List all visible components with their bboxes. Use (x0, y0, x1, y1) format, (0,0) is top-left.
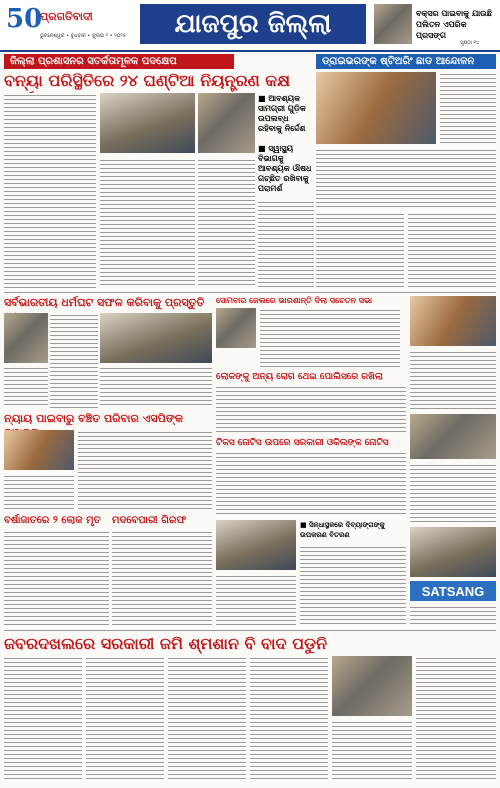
center-band: ସୋମବାର ଜେଲରେ ଭାରଶାନ୍ତି ଦିଲା ସଚେତନ ସଭା (216, 296, 373, 305)
center-text-3 (216, 451, 406, 516)
right-story-photo-protest (316, 72, 436, 144)
masthead (0, 0, 500, 52)
dateline: ଭୁବନେଶ୍ୱର • ବୁଧବାର • ଜୁଲାଇ ୨ • ୨୦୨୫ (40, 33, 126, 39)
section-title: ଯାଜପୁର ଜିଲ୍ଲା (140, 4, 366, 44)
right-mid-text-1 (410, 350, 496, 410)
top-story-text-col-1 (4, 93, 96, 288)
top-story-band: ଜିଲ୍ଲା ପ୍ରଶାସନର ସତର୍କତାମୂଳକ ପଦକ୍ଷେପ (4, 54, 234, 69)
right-story-text-col-2 (316, 148, 496, 208)
center-portrait (216, 308, 256, 348)
mid-left-text-col-0 (4, 366, 48, 408)
mid-left-photo-portrait (4, 313, 48, 363)
center-headline-1: ଲୋକଙ୍କୁ ଅନ୍ୟ ରୋଗ ଥେଇ ପୋଲିସରେ ରଖିଲା (216, 372, 383, 382)
mid-left-text-col-1 (50, 313, 98, 408)
newspaper-name: ପ୍ରଗତିବାଦୀ (40, 10, 93, 23)
center-bullet: ■ ସିନ୍ଧାସ୍ଥଳରେ ଦିବ୍ୟାଙ୍ଗଙ୍କୁ ଉପକରଣ ବିତରଣ (300, 521, 385, 539)
mid-left-headline: ସର୍ବଭାରତୀୟ ଧର୍ମଘଟ ସଫଳ କରିବାକୁ ପ୍ରସ୍ତୁତି (4, 296, 205, 309)
bottom-left-text-2 (112, 530, 212, 625)
satsang-banner: SATSANG (410, 581, 496, 601)
bottom-headline: ଜବରଦଖଲରେ ସରକାରୀ ଜମି ଶ୍ମଶାନ ବି ବାଦ ପଡୁନି (4, 634, 328, 653)
top-story-text-col-2 (100, 158, 195, 288)
mid-left-story-2-text (78, 430, 212, 510)
top-story-photo-meeting (100, 93, 195, 153)
teaser-text: ବକ୍ସର ପାଇବାକୁ ଯାଉଛି ପଲିତନ ଏପରିକ ପ୍ରସଙ୍ଗ (416, 9, 492, 40)
bottom-left-headline-2: ମଦବେପାରୀ ଗିରଫ (112, 515, 187, 526)
bottom-text-col-3 (168, 656, 246, 782)
right-story-text-col-1 (440, 72, 496, 144)
right-mid-photo-1 (410, 296, 496, 346)
center-photo (216, 520, 296, 570)
center-text-2 (216, 385, 406, 435)
bottom-left-text-1 (4, 530, 109, 625)
right-mid-photo-2 (410, 414, 496, 459)
bottom-text-col-5 (332, 720, 412, 782)
mid-left-story-2-text-2 (4, 474, 74, 510)
center-headline-2: ଟିକସ ନୋଟିସ ଉପରେ ସରକାରୀ ଓକିଲଙ୍କ ନୋଟିସ (216, 438, 389, 448)
right-mid-text-3 (410, 605, 496, 625)
top-story-photo-2 (198, 93, 255, 153)
center-text-4 (300, 545, 406, 625)
bottom-text-col-1 (4, 656, 82, 782)
teaser-photo (374, 4, 412, 44)
bottom-left-headline-1: ବର୍ଷାଜାତରେ ୨ ଲୋକ ମୃତ (4, 515, 101, 526)
bottom-photo (332, 656, 412, 716)
top-story-bullet-1: ■ ଆବଶ୍ୟକ ସାମଗ୍ରୀ ଗୁଡ଼ିକ ଉପଲବ୍ଧ ରହିବାକୁ ନିର୍ଦ୍ଦେଶ (258, 94, 306, 133)
bottom-text-col-4 (250, 656, 328, 782)
bottom-text-col-2 (86, 656, 164, 782)
teaser-box[interactable] (374, 4, 496, 44)
anniversary-logo: 50 (6, 4, 43, 34)
page-number: ପୃଷ୍ଠା ୧୪ (460, 40, 480, 46)
right-mid-text-2 (410, 463, 496, 523)
bottom-text-col-6 (416, 656, 496, 782)
top-story-text-col-3 (198, 158, 255, 288)
section-divider (4, 292, 496, 293)
mid-left-text-col-2 (100, 366, 212, 408)
right-story-band: ଡ୍ରାଇଭରଙ୍କ ଷ୍ଟିଅରିଂ ଛାଡ ଆନ୍ଦୋଳନ (316, 54, 496, 69)
right-story-text-col-4 (408, 212, 496, 288)
center-text-1 (260, 308, 400, 368)
top-story-bullet-2: ■ ସ୍ୱାସ୍ଥ୍ୟ ବିଭାଗକୁ ଆବଶ୍ୟକ ଔଷଧ ଗଚ୍ଛିତ ରଖିବାକୁ ପରାମର୍ଶ (258, 144, 312, 193)
top-story-text-col-4 (258, 200, 314, 288)
mid-left-photo-meeting (100, 313, 212, 363)
mid-left-story-2-headline: ନ୍ୟାୟ ପାଇବାରୁ ବଞ୍ଚିତ ପରିବାର ଏସପିଙ୍କ (4, 412, 184, 425)
center-text-5 (216, 574, 296, 625)
right-mid-photo-3 (410, 527, 496, 577)
mid-left-story-2-photo (4, 430, 74, 470)
section-divider-2 (4, 630, 496, 631)
top-story-headline: ବନ୍ୟା ପରିସ୍ଥିତିରେ ୨୪ ଘଣ୍ଟିଆ ନିୟନ୍ତ୍ରଣ କକ୍ଷ (4, 71, 290, 90)
right-story-text-col-3 (316, 212, 404, 288)
